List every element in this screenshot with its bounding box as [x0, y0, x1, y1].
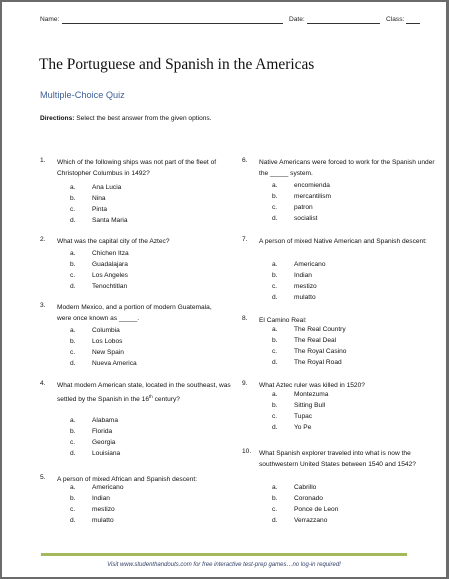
question-text: What was the capital city of the Aztec? — [57, 238, 170, 245]
option-b[interactable]: b. Guadalajara — [70, 261, 128, 268]
option-d[interactable]: d. mulatto — [70, 517, 114, 524]
option-c[interactable]: c. mestizo — [272, 283, 317, 290]
option-a[interactable]: a. Americano — [272, 261, 326, 268]
question-number: 2. — [40, 236, 46, 243]
option-a[interactable]: a. encomienda — [272, 182, 330, 189]
option-c[interactable]: c. mestizo — [70, 506, 115, 513]
option-c[interactable]: c. New Spain — [70, 349, 124, 356]
option-b[interactable]: b. Coronado — [272, 495, 323, 502]
option-b[interactable]: b. mercantilism — [272, 193, 332, 200]
option-d[interactable]: d. mulatto — [272, 294, 316, 301]
option-d[interactable]: d. Louisiana — [70, 450, 121, 457]
question-number: 4. — [40, 380, 46, 387]
question-number: 9. — [242, 380, 248, 387]
option-d[interactable]: d. Yo Pe — [272, 424, 312, 431]
directions — [40, 115, 212, 122]
question-text: A person of mixed African and Spanish descent: — [57, 476, 198, 483]
worksheet-page — [2, 2, 446, 577]
option-b[interactable]: b. The Real Deal — [272, 337, 337, 344]
option-c[interactable]: c. The Royal Casino — [272, 348, 347, 355]
option-d[interactable]: d. Verrazzano — [272, 517, 328, 524]
option-a[interactable]: a. Montezuma — [272, 391, 329, 398]
directions-label: Directions: — [40, 115, 75, 122]
option-a[interactable]: a. The Real Country — [272, 326, 346, 333]
name-line — [62, 23, 283, 24]
option-c[interactable]: c. Tupac — [272, 413, 313, 420]
option-b[interactable]: b. Indian — [70, 495, 110, 502]
option-d[interactable]: d. The Royal Road — [272, 359, 342, 366]
option-c[interactable]: c. Pinta — [70, 206, 108, 213]
question-text: Native Americans were forced to work for the Spanish under the _____ system. — [259, 159, 435, 177]
option-a[interactable]: a. Ana Lucia — [70, 184, 122, 191]
question-text: What modern American state, located in the southeast, was settled by the Spanish in the 16th century? — [57, 382, 231, 404]
option-a[interactable]: a. Cabrillo — [272, 484, 317, 491]
option-c[interactable]: c. Ponce de Leon — [272, 506, 339, 513]
question-text: What Spanish explorer traveled into what is now the southwestern United States between 1540 and 1542? — [259, 450, 416, 468]
directions-text: Select the best answer from the given options. — [74, 115, 212, 122]
option-b[interactable]: b. Indian — [272, 272, 312, 279]
option-a[interactable]: a. Americano — [70, 484, 124, 491]
page-subtitle: Multiple-Choice Quiz — [40, 90, 125, 100]
question-text: What Aztec ruler was killed in 1520? — [259, 382, 365, 389]
footer-text[interactable]: Visit www.studenthandouts.com for free interactive test-prep games…no log-in required! — [107, 562, 341, 568]
date-line — [307, 23, 380, 24]
option-b[interactable]: b. Florida — [70, 428, 113, 435]
option-b[interactable]: b. Nina — [70, 195, 106, 202]
date-label: Date: — [289, 16, 305, 23]
option-c[interactable]: c. patron — [272, 204, 313, 211]
option-a[interactable]: a. Columbia — [70, 327, 120, 334]
question-number: 5. — [40, 474, 46, 481]
class-line — [406, 23, 420, 24]
option-d[interactable]: d. Tenochtitlan — [70, 283, 128, 290]
question-text: Modern Mexico, and a portion of modern Guatemala, were once known as _____. — [57, 304, 212, 322]
question-text: El Camino Real: — [259, 317, 307, 324]
option-d[interactable]: d. Nueva America — [70, 360, 137, 367]
option-d[interactable]: d. Santa Maria — [70, 217, 128, 224]
question-text: A person of mixed Native American and Spanish descent: — [259, 238, 427, 245]
page-title: The Portuguese and Spanish in the Americas — [39, 56, 315, 73]
option-b[interactable]: b. Los Lobos — [70, 338, 123, 345]
option-a[interactable]: a. Alabama — [70, 417, 119, 424]
footer-divider — [41, 553, 407, 556]
option-c[interactable]: c. Georgia — [70, 439, 116, 446]
question-number: 8. — [242, 315, 248, 322]
question-number: 3. — [40, 302, 46, 309]
question-number: 10. — [242, 448, 252, 455]
class-label: Class: — [386, 16, 405, 23]
option-b[interactable]: b. Sitting Bull — [272, 402, 326, 409]
option-c[interactable]: c. Los Angeles — [70, 272, 128, 279]
option-d[interactable]: d. socialist — [272, 215, 318, 222]
question-number: 7. — [242, 236, 248, 243]
question-superscript: th — [149, 394, 153, 399]
question-number: 6. — [242, 157, 248, 164]
question-number: 1. — [40, 157, 46, 164]
option-a[interactable]: a. Chichen Itza — [70, 250, 129, 257]
name-label: Name: — [40, 16, 60, 23]
question-text: Which of the following ships was not part of the fleet of Christopher Columbus in 1492? — [57, 159, 217, 177]
